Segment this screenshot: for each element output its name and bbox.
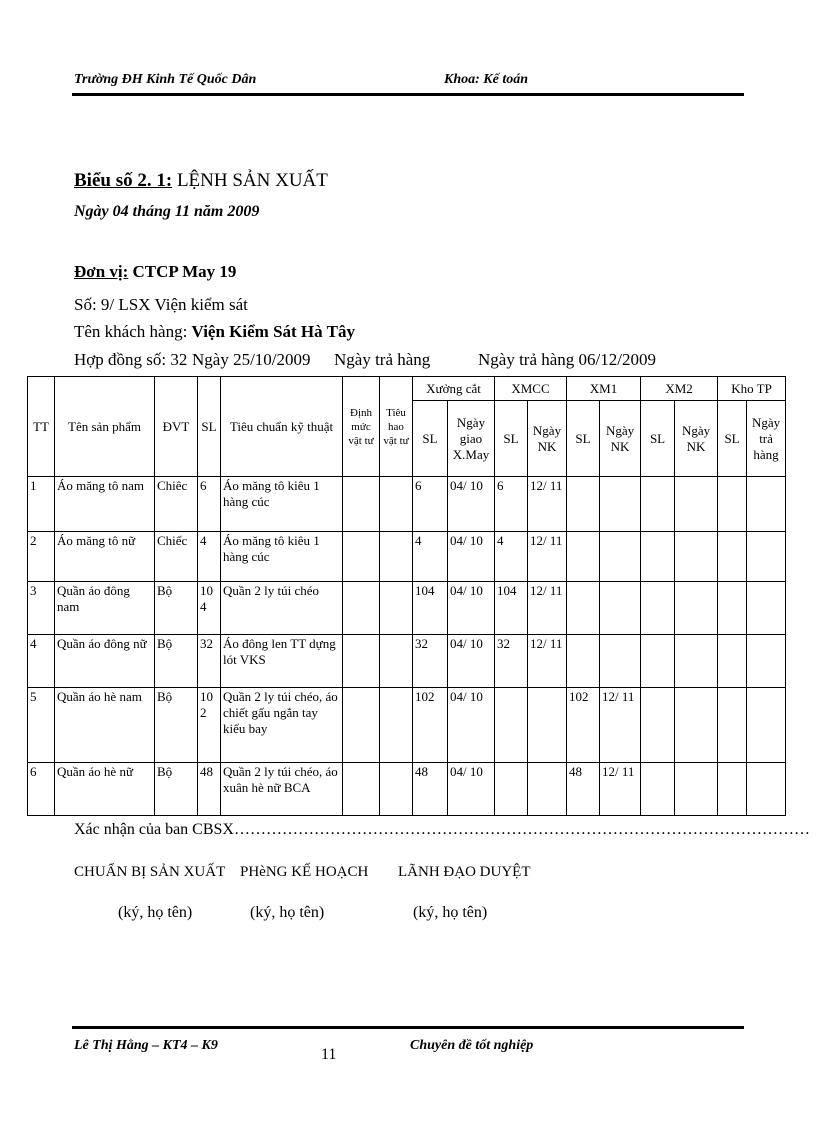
th-xm2-sl: SL: [641, 401, 675, 477]
th-cutting: Xưởng cắt: [413, 377, 495, 401]
cell-name: Quần áo đông nữ: [55, 635, 155, 688]
sig-prep-title: CHUẨN BỊ SẢN XUẤT: [74, 864, 226, 880]
cell-xm1-sl: [567, 477, 600, 532]
cell-xm1-nk: [600, 532, 641, 582]
cell-xm1-sl: 48: [567, 763, 600, 816]
table-row: [28, 763, 786, 816]
cell-xm1-nk: [600, 582, 641, 635]
form-name: LỆNH SẢN XUẤT: [172, 170, 328, 191]
th-wh-sl: SL: [718, 401, 747, 477]
table-row: [28, 532, 786, 582]
th-xmcc-sl: SL: [495, 401, 528, 477]
cell-norm: [343, 763, 380, 816]
customer-line: [74, 322, 355, 342]
cell-wh-sl: [718, 635, 747, 688]
cell-consumption: [380, 477, 413, 532]
cell-name: Áo măng tô nam: [55, 477, 155, 532]
th-tt: TT: [28, 377, 55, 477]
cell-spec: Quần 2 ly túi chéo: [221, 582, 343, 635]
form-number: Biểu số 2. 1:: [74, 170, 173, 191]
cell-xm1-sl: [567, 582, 600, 635]
header-department: Khoa: Kế toán: [444, 72, 529, 87]
cell-wh-return: [747, 688, 786, 763]
cell-unit: Bộ: [155, 635, 198, 688]
cell-name: Quần áo đông nam: [55, 582, 155, 635]
cell-unit: Bộ: [155, 582, 198, 635]
cell-qty: 48: [198, 763, 221, 816]
cell-cut-date: 04/ 10: [448, 635, 495, 688]
cell-name: Quần áo hè nữ: [55, 763, 155, 816]
cell-xmcc-nk: [528, 688, 567, 763]
footer-author: Lê Thị Hằng – KT4 – K9: [74, 1038, 218, 1053]
cell-cut-sl: 4: [413, 532, 448, 582]
customer-label: Tên khách hàng:: [74, 322, 192, 341]
cell-tt: 2: [28, 532, 55, 582]
sig-lead-note: (ký, họ tên): [413, 904, 488, 921]
cell-cut-date: 04/ 10: [448, 477, 495, 532]
cell-wh-return: [747, 763, 786, 816]
cell-wh-sl: [718, 532, 747, 582]
th-standard: Tiêu chuẩn kỹ thuật: [221, 377, 343, 477]
cell-xmcc-nk: [528, 763, 567, 816]
cell-xm2-sl: [641, 688, 675, 763]
cell-cut-sl: 6: [413, 477, 448, 532]
cell-tt: 6: [28, 763, 55, 816]
page-number: 11: [321, 1046, 337, 1063]
cell-spec: Quần 2 ly túi chéo, áo xuân hè nữ BCA: [221, 763, 343, 816]
cell-xmcc-sl: 6: [495, 477, 528, 532]
cell-wh-return: [747, 532, 786, 582]
cell-xmcc-sl: 32: [495, 635, 528, 688]
cell-xmcc-nk: 12/ 11: [528, 582, 567, 635]
cell-tt: 4: [28, 635, 55, 688]
th-unit: ĐVT: [155, 377, 198, 477]
cell-consumption: [380, 532, 413, 582]
th-xm1-nk: Ngày NK: [600, 401, 641, 477]
cell-cut-sl: 104: [413, 582, 448, 635]
cell-norm: [343, 635, 380, 688]
cell-xm1-sl: 102: [567, 688, 600, 763]
cell-xm2-sl: [641, 532, 675, 582]
customer-value: Viện Kiểm Sát Hà Tây: [191, 322, 355, 341]
table-row: [28, 477, 786, 532]
th-xm2-nk: Ngày NK: [675, 401, 718, 477]
cell-qty: 10 2: [198, 688, 221, 763]
sig-plan-note: (ký, họ tên): [250, 904, 325, 921]
cell-name: Quần áo hè nam: [55, 688, 155, 763]
cell-cut-date: 04/ 10: [448, 532, 495, 582]
cell-norm: [343, 688, 380, 763]
cell-xmcc-sl: [495, 688, 528, 763]
cell-cut-date: 04/ 10: [448, 763, 495, 816]
table-row: [28, 688, 786, 763]
cell-xmcc-sl: 104: [495, 582, 528, 635]
footer-topic: Chuyên đề tốt nghiệp: [410, 1038, 534, 1053]
th-wh-return: Ngày trả hàng: [747, 401, 786, 477]
cell-consumption: [380, 688, 413, 763]
cell-xm1-nk: 12/ 11: [600, 763, 641, 816]
th-warehouse: Kho TP: [718, 377, 786, 401]
cell-consumption: [380, 763, 413, 816]
th-xmcc: XMCC: [495, 377, 567, 401]
unit-label: Đơn vị:: [74, 262, 129, 281]
cell-xm2-nk: [675, 688, 718, 763]
sig-lead-title: LÃNH ĐẠO DUYỆT: [398, 864, 531, 880]
cell-wh-sl: [718, 582, 747, 635]
table-row: [28, 635, 786, 688]
cell-tt: 3: [28, 582, 55, 635]
cell-wh-sl: [718, 688, 747, 763]
cell-spec: Áo đông len TT dựng lót VKS: [221, 635, 343, 688]
contract-date: Ngày 25/10/2009: [192, 350, 311, 369]
table-row: [28, 582, 786, 635]
cell-cut-sl: 48: [413, 763, 448, 816]
th-xm1: XM1: [567, 377, 641, 401]
cell-qty: 6: [198, 477, 221, 532]
cell-consumption: [380, 582, 413, 635]
cell-xm1-nk: [600, 477, 641, 532]
issue-date: Ngày 04 tháng 11 năm 2009: [74, 203, 260, 220]
contract-number: Hợp đồng số: 32: [74, 350, 188, 369]
th-qty: SL: [198, 377, 221, 477]
cell-xm1-sl: [567, 532, 600, 582]
cell-norm: [343, 532, 380, 582]
cell-wh-return: [747, 477, 786, 532]
cell-xm2-nk: [675, 582, 718, 635]
cell-unit: Chiêc: [155, 477, 198, 532]
cell-xmcc-nk: 12/ 11: [528, 477, 567, 532]
cell-spec: Áo măng tô kiêu 1 hàng cúc: [221, 532, 343, 582]
cell-xmcc-sl: [495, 763, 528, 816]
cell-xm1-nk: [600, 635, 641, 688]
cell-spec: Áo măng tô kiêu 1 hàng cúc: [221, 477, 343, 532]
cell-cut-date: 04/ 10: [448, 582, 495, 635]
unit-line: [74, 262, 236, 282]
production-order-table: [27, 376, 786, 816]
cell-wh-return: [747, 582, 786, 635]
cell-xm1-sl: [567, 635, 600, 688]
footer-rule: [72, 1026, 744, 1029]
cell-unit: Bộ: [155, 688, 198, 763]
th-consumption: Tiêu hao vật tư: [380, 377, 413, 477]
cell-name: Áo măng tô nữ: [55, 532, 155, 582]
cell-unit: Bộ: [155, 763, 198, 816]
sig-plan-title: PHèNG KẾ HOẠCH: [240, 864, 369, 880]
cell-norm: [343, 477, 380, 532]
cell-consumption: [380, 635, 413, 688]
th-xmcc-nk: Ngày NK: [528, 401, 567, 477]
header-rule: [72, 93, 744, 96]
cell-qty: 4: [198, 532, 221, 582]
th-xm2: XM2: [641, 377, 718, 401]
th-product: Tên sản phẩm: [55, 377, 155, 477]
th-norm: Định mức vật tư: [343, 377, 380, 477]
cell-xm1-nk: 12/ 11: [600, 688, 641, 763]
cell-qty: 10 4: [198, 582, 221, 635]
cell-xmcc-sl: 4: [495, 532, 528, 582]
cbsx-confirmation: Xác nhận của ban CBSX………………………………………………………………………………………………: [74, 821, 810, 838]
return-date: Ngày trả hàng 06/12/2009: [478, 350, 656, 369]
unit-value: CTCP May 19: [128, 262, 237, 281]
cell-wh-return: [747, 635, 786, 688]
cell-tt: 5: [28, 688, 55, 763]
cell-wh-sl: [718, 763, 747, 816]
cell-xm2-nk: [675, 763, 718, 816]
form-title: [74, 170, 328, 192]
cell-xm2-sl: [641, 635, 675, 688]
cell-xm2-sl: [641, 582, 675, 635]
cell-xmcc-nk: 12/ 11: [528, 532, 567, 582]
cell-xm2-sl: [641, 477, 675, 532]
cell-spec: Quần 2 ly túi chéo, áo chiết gấu ngắn tay kiểu bay: [221, 688, 343, 763]
th-cut-sl: SL: [413, 401, 448, 477]
cell-unit: Chiếc: [155, 532, 198, 582]
cell-xm2-nk: [675, 532, 718, 582]
cell-wh-sl: [718, 477, 747, 532]
cell-norm: [343, 582, 380, 635]
header-school: Trường ĐH Kinh Tế Quốc Dân: [74, 72, 257, 87]
cell-xm2-nk: [675, 635, 718, 688]
cell-xm2-nk: [675, 477, 718, 532]
cell-cut-sl: 32: [413, 635, 448, 688]
th-xm1-sl: SL: [567, 401, 600, 477]
cell-xmcc-nk: 12/ 11: [528, 635, 567, 688]
cell-cut-sl: 102: [413, 688, 448, 763]
order-number: Số: 9/ LSX Viện kiểm sát: [74, 295, 248, 314]
cell-qty: 32: [198, 635, 221, 688]
cell-xm2-sl: [641, 763, 675, 816]
sig-prep-note: (ký, họ tên): [118, 904, 193, 921]
th-cut-deliver: Ngày giao X.May: [448, 401, 495, 477]
cell-tt: 1: [28, 477, 55, 532]
cell-cut-date: 04/ 10: [448, 688, 495, 763]
return-label: Ngày trả hàng: [334, 350, 431, 369]
